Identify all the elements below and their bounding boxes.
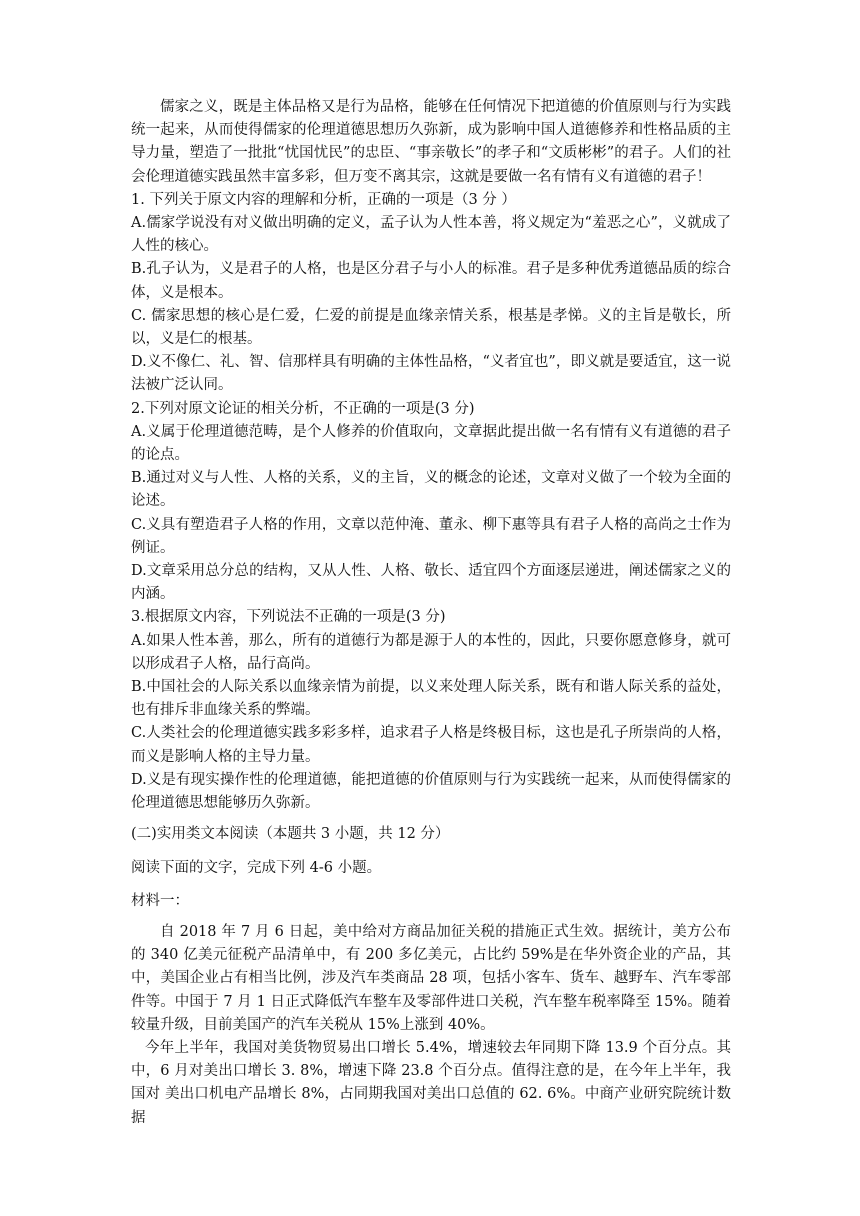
intro-paragraph: 儒家之义，既是主体品格又是行为品格，能够在任何情况下把道德的价值原则与行为实践统一起来，从而使得儒家的伦理道德思想历久弥新，成为影响中国人道德修养和性格品质的主导力量，塑造了一批批“忧国忧民”的忠臣、“事亲敬长”的孝子和“文质彬彬”的君子。人们的社会伦理道德实践虽然丰富多彩，但万变不离其宗，这就是要做一名有情有义有道德的君子！	[131, 99, 731, 185]
question-3	[131, 606, 731, 815]
question-2	[131, 398, 731, 607]
question-stem: 2.下列对原文论证的相关分析，不正确的一项是(3 分)	[131, 400, 475, 417]
option-d: D.文章采用总分总的结构，又从人性、人格、敬长、适宜四个方面逐层递进，阐述儒家之义的内涵。	[131, 563, 731, 603]
option-d: D.义不像仁、礼、智、信那样具有明确的主体性品格，“义者宜也”，即义就是要适宜，这一说法被广泛认同。	[131, 354, 731, 394]
option-a: A.如果人性本善，那么，所有的道德行为都是源于人的本性的，因此，只要你愿意修身，就可以形成君子人格，品行高尚。	[131, 632, 731, 672]
option-b: B.孔子认为，义是君子的人格，也是区分君子与小人的标准。君子是多种优秀道德品质的综合体，义是根本。	[131, 261, 731, 301]
material-label: 材料一：	[131, 892, 189, 909]
option-b: B.中国社会的人际关系以血缘亲情为前提，以义来处理人际关系，既有和谐人际关系的益处，也有排斥非血缘关系的弊端。	[131, 679, 731, 719]
reading-instruction: 阅读下面的文字，完成下列 4-6 小题。	[131, 859, 382, 876]
section-heading: (二)实用类文本阅读（本题共 3 小题，共 12 分）	[131, 826, 450, 843]
question-stem: 1. 下列关于原文内容的理解和分析，正确的一项是（3 分 ）	[131, 191, 516, 208]
option-d: D.义是有现实操作性的伦理道德，能把道德的价值原则与行为实践统一起来，从而使得儒家的伦理道德思想能够历久弥新。	[131, 771, 731, 812]
option-c: C.人类社会的伦理道德实践多彩多样，追求君子人格是终极目标，这也是孔子所崇尚的人格，而义是影响人格的主导力量。	[131, 725, 731, 765]
question-1	[131, 189, 731, 398]
option-c: C.义具有塑造君子人格的作用，文章以范仲淹、董永、柳下惠等具有君子人格的高尚之士作为例证。	[131, 516, 731, 556]
document-page	[131, 96, 731, 1130]
option-b: B.通过对义与人性、人格的关系，义的主旨，义的概念的论述，文章对义做了一个较为全面的论述。	[131, 470, 731, 510]
option-c: C. 儒家思想的核心是仁爱，仁爱的前提是血缘亲情关系，根基是孝悌。义的主旨是敬长，所以，义是仁的根基。	[131, 307, 731, 348]
option-a: A.儒家学说没有对义做出明确的定义，孟子认为人性本善，将义规定为“羞恶之心”，义就成了人性的核心。	[131, 215, 731, 255]
material-paragraph: 今年上半年，我国对美货物贸易出口增长 5.4%，增速较去年同期下降 13.9 个百分点。其 中，6 月对美出口增长 3. 8%，增速下降 23.8 个百分点。值得注意的是，在今年上半年，我国对 美出口机电产品增长 8%，占同期我国对美出口总值的 62. 6%。中商产业研究院统计数据	[131, 1039, 731, 1126]
option-a: A.义属于伦理道德范畴，是个人修养的价值取向，文章据此提出做一名有情有义有道德的君子的论点。	[131, 423, 731, 464]
question-stem: 3.根据原文内容，下列说法不正确的一项是(3 分)	[131, 609, 446, 626]
material-paragraph: 自 2018 年 7 月 6 日起，美中给对方商品加征关税的措施正式生效。据统计，美方公布的 340 亿美元征税产品清单中，有 200 多亿美元，占比约 59%是在华外资企业的产品，其中，美国企业占有相当比例，涉及汽车类商品 28 项，包括小客车、货车、越野车、汽车零部件等。中国于 7 月 1 日正式降低汽车整车及零部件进口关税，汽车整车税率降至 15%。随着较量升级，目前美国产的汽车关税从 15%上涨到 40%。	[131, 923, 731, 1033]
